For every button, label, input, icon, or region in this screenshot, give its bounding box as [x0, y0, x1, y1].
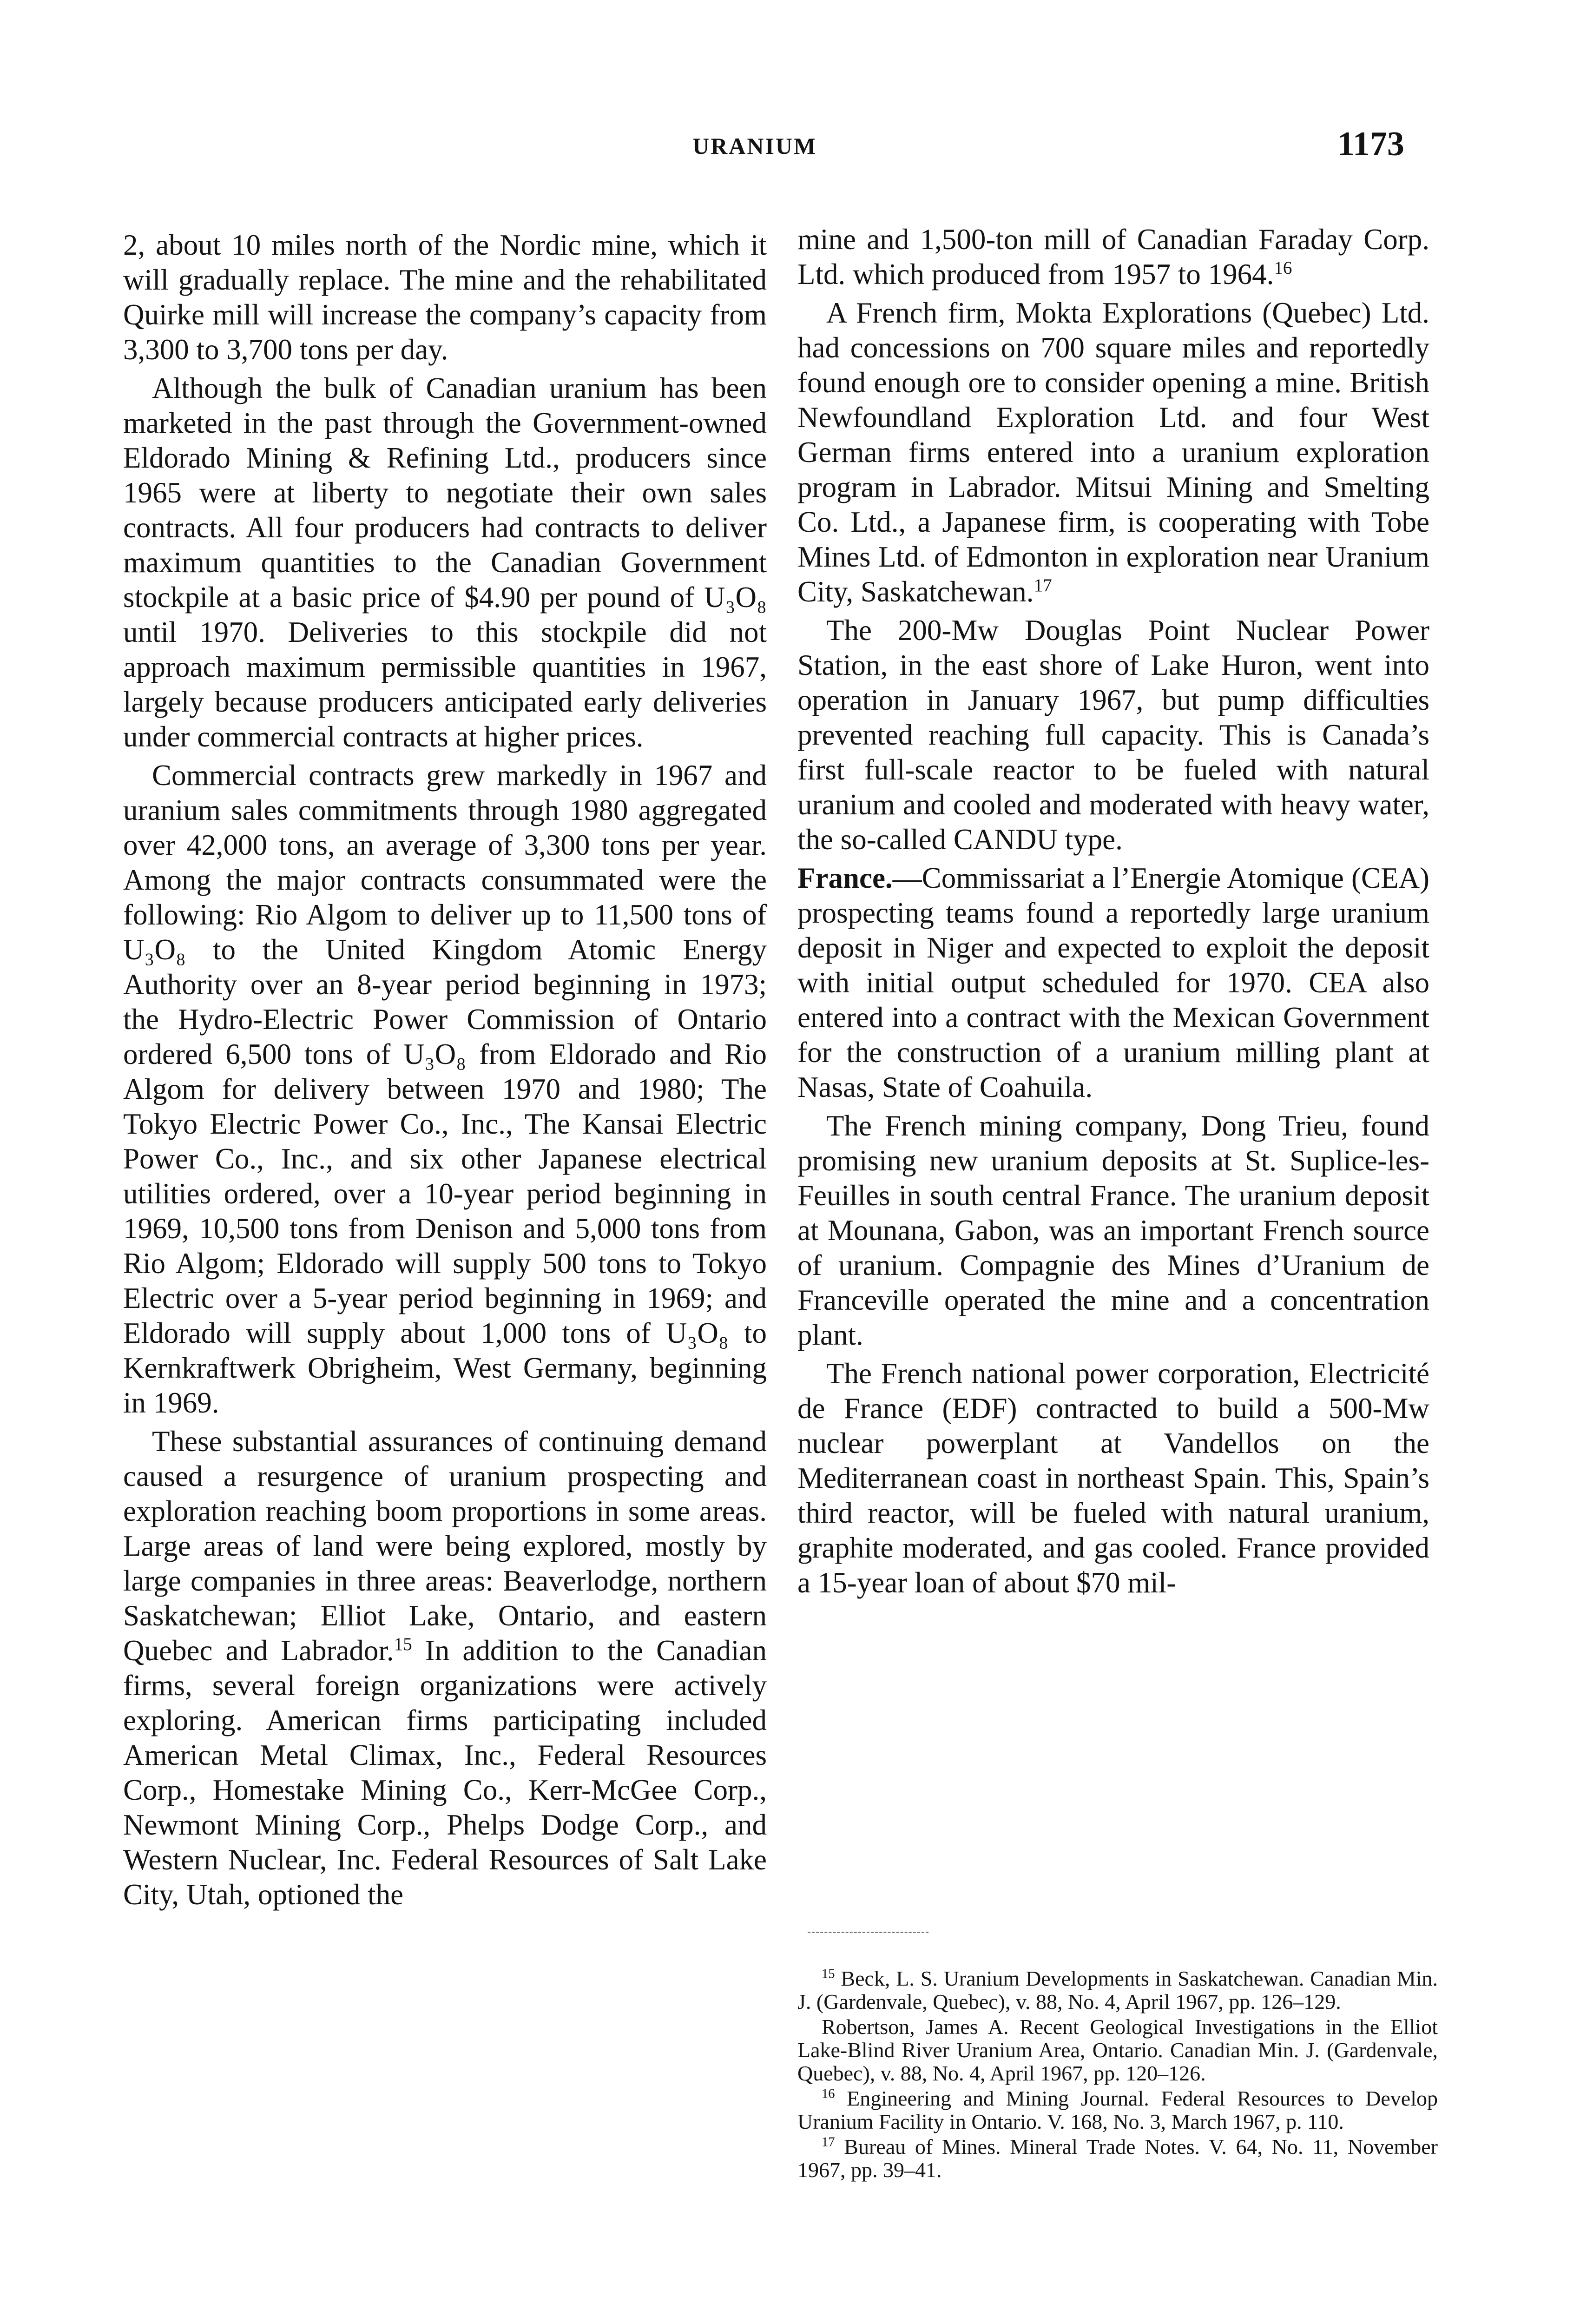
paragraph-text: These substantial assurances of continuing demand caused a resurgence of uranium prospecting and exploration reaching boom proportions in some areas. Large areas of land were being explored, mostly by large companies in three areas: Beaverlodge, northern Saskatchewan; Elliot Lake, Ontario, and eastern Quebec and Labrador.	[123, 1425, 767, 1667]
footnote-text: Bureau of Mines. Mineral Trade Notes. V. 64, No. 11, November 1967, pp. 39–41.	[797, 2135, 1438, 2182]
left-column	[123, 228, 767, 1916]
footnote	[797, 2087, 1438, 2133]
paragraph: Commercial contracts grew markedly in 1967 and uranium sales commitments through 1980 aggregated over 42,000 tons, an average of 3,300 tons per year. Among the major contracts consummated were the following: Rio Algom to deliver up to 11,500 tons of U₃O₈ to the United Kingdom Atomic Energy Authority over an 8-year period beginning in 1973; the Hydro-Electric Power Commission of Ontario ordered 6,500 tons of U₃O₈ from Eldorado and Rio Algom for delivery between 1970 and 1980; The Tokyo Electric Power Co., Inc., The Kansai Electric Power Co., Inc., and six other Japanese electrical utilities ordered, over a 10-year period beginning in 1969, 10,500 tons from Denison and 5,000 tons from Rio Algom; Eldorado will supply 500 tons to Tokyo Electric over a 5-year period beginning in 1969; and Eldorado will supply about 1,000 tons of U₃O₈ to Kernkraftwerk Obrigheim, West Germany, beginning in 1969.	[123, 759, 767, 1419]
right-column	[797, 222, 1429, 1604]
paragraph: The French national power corporation, Electricité de France (EDF) contracted to build a 500-Mw nuclear powerplant at Vandellos on the Mediterranean coast in northeast Spain. This, Spain’s third reactor, will be fueled with natural uranium, graphite moderated, and gas cooled. France provided a 15-year loan of about $70 mil-	[797, 1357, 1429, 1599]
footnote	[797, 2135, 1438, 2182]
paragraph	[797, 861, 1429, 1105]
footnote-ref: 16	[1274, 258, 1292, 278]
footnote	[797, 2015, 1438, 2085]
footnote	[797, 1967, 1438, 2014]
footnote-text: Beck, L. S. Uranium Developments in Saskatchewan. Canadian Min. J. (Gardenvale, Quebec), v. 88, No. 4, April 1967, pp. 126–129.	[797, 1967, 1438, 2014]
paragraph: The French mining company, Dong Trieu, found promising new uranium deposits at St. Suplice-les-Feuilles in south central France. The uranium deposit at Mounana, Gabon, was an important French source of uranium. Compagnie des Mines d’Uranium de Franceville operated the mine and a concentration plant.	[797, 1109, 1429, 1351]
section-heading: France.	[797, 862, 893, 894]
footnote-text: Engineering and Mining Journal. Federal Resources to Develop Uranium Facility in Ontario. V. 168, No. 3, March 1967, p. 110.	[797, 2086, 1438, 2133]
footnote-number: 16	[822, 2086, 835, 2101]
paragraph	[797, 222, 1429, 292]
paragraph: 2, about 10 miles north of the Nordic mine, which it will gradually replace. The mine and the rehabilitated Quirke mill will increase the company’s capacity from 3,300 to 3,700 tons per day.	[123, 229, 767, 366]
footnote-number: 17	[822, 2135, 835, 2150]
footnote-ref: 15	[394, 1634, 412, 1654]
paragraph-text: A French firm, Mokta Explorations (Quebec) Ltd. had concessions on 700 square miles and reportedly found enough ore to consider opening a mine. British Newfoundland Exploration Ltd. and four West German firms entered into a uranium exploration program in Labrador. Mitsui Mining and Smelting Co. Ltd., a Japanese firm, is cooperating with Tobe Mines Ltd. of Edmonton in exploration near Uranium City, Saskatchewan.	[797, 297, 1429, 608]
running-head: URANIUM	[692, 133, 817, 159]
footnote-divider	[808, 1932, 928, 1933]
paragraph-text: mine and 1,500-ton mill of Canadian Faraday Corp. Ltd. which produced from 1957 to 1964.	[797, 223, 1429, 290]
footnote-text: Robertson, James A. Recent Geological Investigations in the Elliot Lake-Blind River Uranium Area, Ontario. Canadian Min. J. (Gardenvale, Quebec), v. 88, No. 4, April 1967, pp. 120–126.	[797, 2015, 1438, 2085]
paragraph	[123, 1424, 767, 1912]
footnote-number: 15	[822, 1967, 835, 1981]
paragraph-text: In addition to the Canadian firms, several foreign organizations were actively exploring. American firms participating included American Metal Climax, Inc., Federal Resources Corp., Homestake Mining Co., Kerr-McGee Corp., Newmont Mining Corp., Phelps Dodge Corp., and Western Nuclear, Inc. Federal Resources of Salt Lake City, Utah, optioned the	[123, 1634, 767, 1911]
paragraph: The 200-Mw Douglas Point Nuclear Power Station, in the east shore of Lake Huron, went into operation in January 1967, but pump difficulties prevented reaching full capacity. This is Canada’s first full-scale reactor to be fueled with natural uranium and cooled and moderated with heavy water, the so-called CANDU type.	[797, 614, 1429, 856]
page-number: 1173	[1337, 125, 1404, 163]
footnote-ref: 17	[1034, 575, 1052, 595]
footnotes	[797, 1967, 1438, 2184]
paragraph: Although the bulk of Canadian uranium has been marketed in the past through the Government-owned Eldorado Mining & Refining Ltd., producers since 1965 were at liberty to negotiate their own sales contracts. All four producers had contracts to deliver maximum quantities to the Canadian Government stockpile at a basic price of $4.90 per pound of U₃O₈ until 1970. Deliveries to this stockpile did not approach maximum permissible quantities in 1967, largely because producers anticipated early deliveries under commercial contracts at higher prices.	[123, 372, 767, 753]
paragraph-text: —Commissariat a l’Energie Atomique (CEA) prospecting teams found a reportedly large uranium deposit in Niger and expected to exploit the deposit with initial output scheduled for 1970. CEA also entered into a contract with the Mexican Government for the construction of a uranium milling plant at Nasas, State of Coahuila.	[797, 862, 1429, 1103]
paragraph	[797, 296, 1429, 609]
